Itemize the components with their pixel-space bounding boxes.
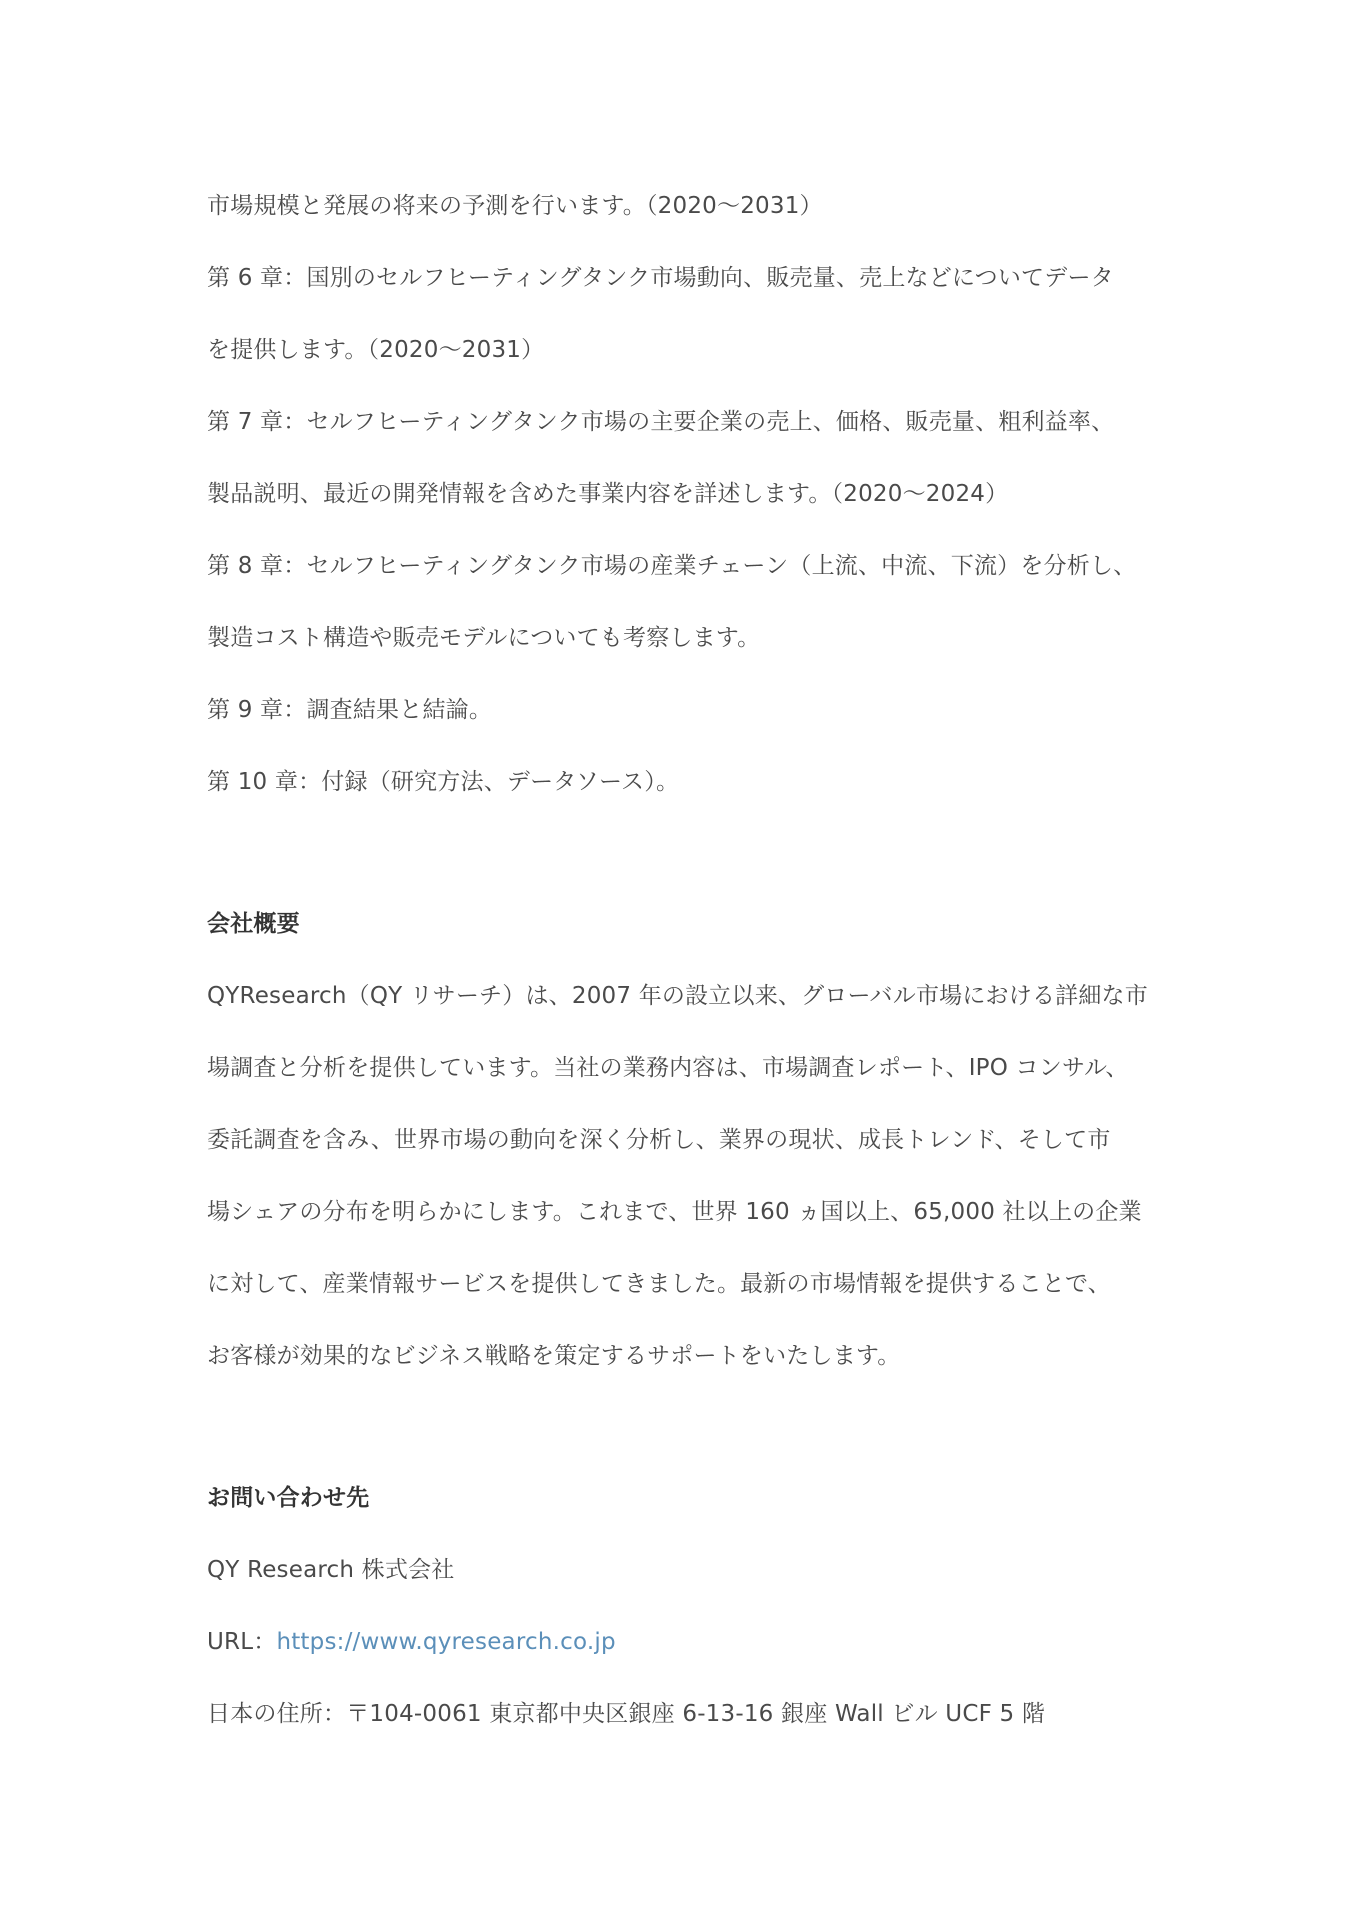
chapter-line: 第 10 章：付録（研究方法、データソース）。 [207,769,680,795]
company-heading: 会社概要 [207,911,300,937]
chapter-line: 製造コスト構造や販売モデルについても考察します。 [207,625,761,651]
company-section [207,888,1167,1392]
document-page [207,170,1167,1750]
chapter-line: を提供します。（2020～2031） [207,337,545,363]
section-spacer [207,1392,1167,1462]
chapter-line: 第 9 章：調査結果と結論。 [207,697,493,723]
chapter-line: 第 6 章：国別のセルフヒーティングタンク市場動向、販売量、売上などについてデータ [207,265,1114,291]
chapter-line: 第 7 章：セルフヒーティングタンク市場の主要企業の売上、価格、販売量、粗利益率、 [207,409,1115,435]
website-link[interactable]: https://www.qyresearch.co.jp [276,1629,616,1655]
chapter-line: 製品説明、最近の開発情報を含めた事業内容を詳述します。（2020～2024） [207,481,1009,507]
chapter-line: 第 8 章：セルフヒーティングタンク市場の産業チェーン（上流、中流、下流）を分析し、 [207,553,1137,579]
contact-company-name: QY Research 株式会社 [207,1557,455,1583]
company-text-line: お客様が効果的なビジネス戦略を策定するサポートをいたします。 [207,1343,901,1369]
contact-heading: お問い合わせ先 [207,1485,370,1511]
company-text-line: 場シェアの分布を明らかにします。これまで、世界 160 ヵ国以上、65,000 社以上の企業 [207,1199,1142,1225]
contact-section [207,1462,1167,1750]
company-text-line: 場調査と分析を提供しています。当社の業務内容は、市場調査レポート、IPO コンサル、 [207,1055,1129,1081]
company-text-line: 委託調査を含み、世界市場の動向を深く分析し、業界の現状、成長トレンド、そして市 [207,1127,1111,1153]
company-text-line: QYResearch（QY リサーチ）は、2007 年の設立以来、グローバル市場における詳細な市 [207,983,1148,1009]
section-spacer [207,818,1167,888]
contact-address: 日本の住所：〒104-0061 東京都中央区銀座 6-13-16 銀座 Wall ビル UCF 5 階 [207,1701,1046,1727]
chapter-line: 市場規模と発展の将来の予測を行います。（2020～2031） [207,193,823,219]
url-label: URL： [207,1629,277,1655]
chapter-list [207,170,1167,818]
contact-url-line [207,1606,1167,1678]
company-text-line: に対して、産業情報サービスを提供してきました。最新の市場情報を提供することで、 [207,1271,1111,1297]
